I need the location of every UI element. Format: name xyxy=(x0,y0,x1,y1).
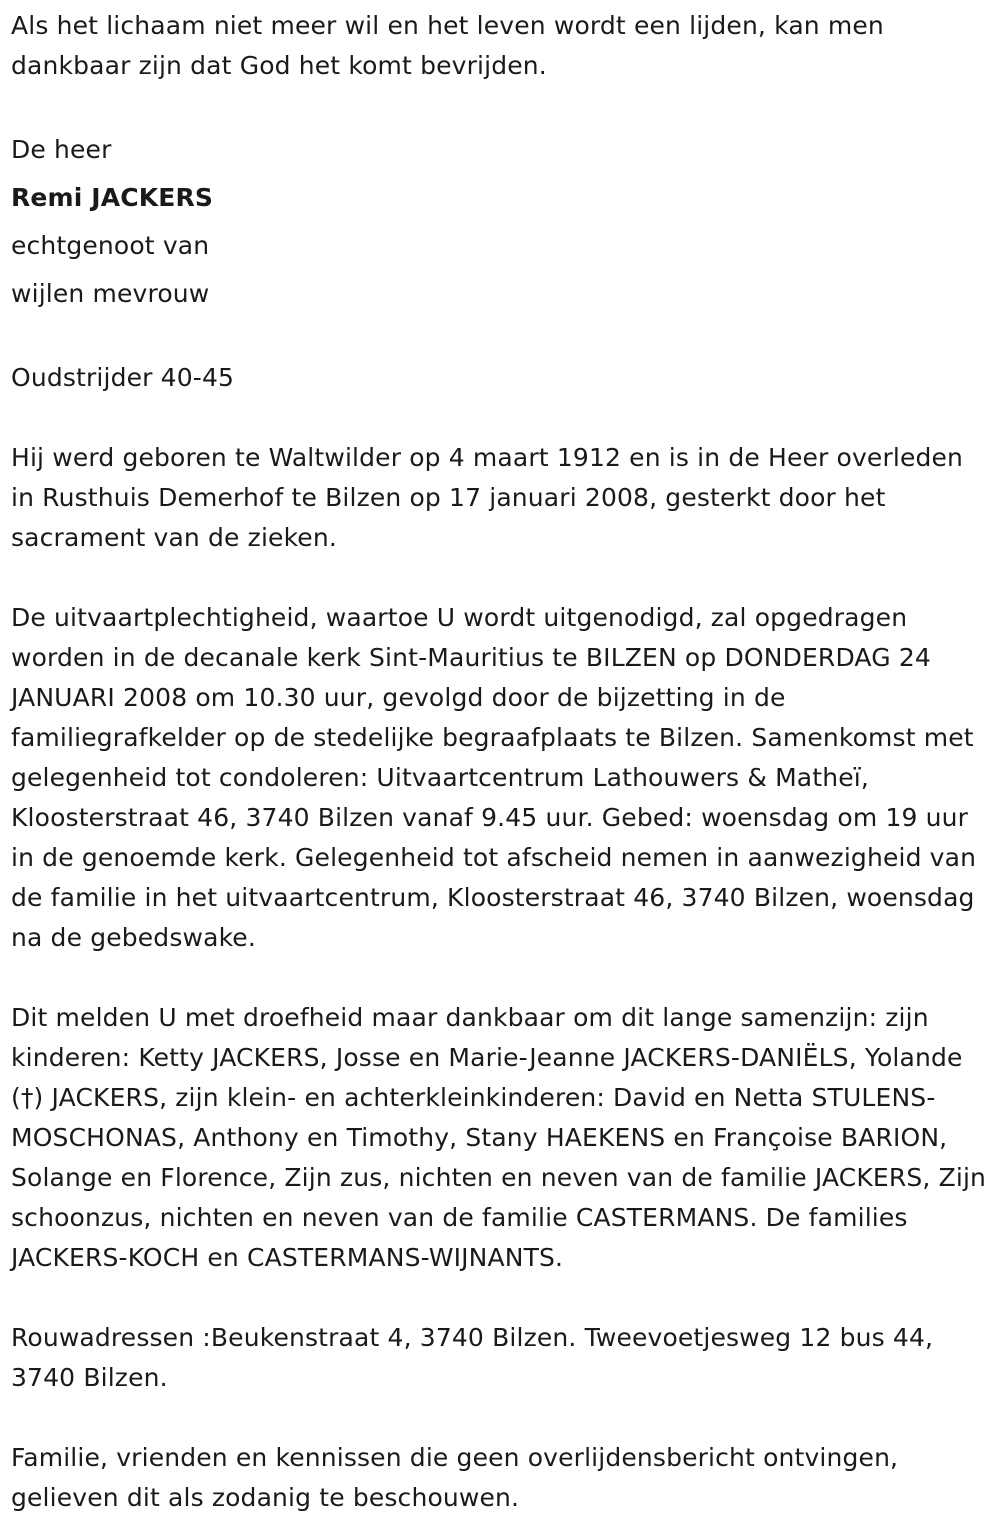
spacer xyxy=(11,398,990,438)
spacer xyxy=(11,86,990,126)
spacer xyxy=(11,958,990,998)
spouse-line-2: wijlen mevrouw xyxy=(11,279,210,308)
spacer xyxy=(11,318,990,358)
spacer xyxy=(11,558,990,598)
salutation: De heer xyxy=(11,135,112,164)
closing-note: Familie, vrienden en kennissen die geen overlijdensbericht ontvingen, gelieven dit als zodanig te beschouwen. xyxy=(11,1443,899,1512)
birth-death-paragraph: Hij werd geboren te Waltwilder op 4 maart 1912 en is in de Heer overleden in Rusthuis Demerhof te Bilzen op 17 januari 2008, gesterkt door het sacrament van de zieken. xyxy=(11,443,964,552)
spacer xyxy=(11,1398,990,1438)
spouse-line-1: echtgenoot van xyxy=(11,231,210,260)
deceased-name: Remi JACKERS xyxy=(11,183,214,212)
intro-verse: Als het lichaam niet meer wil en het leven wordt een lijden, kan men dankbaar zijn dat God het komt bevrijden. xyxy=(11,11,884,80)
title-note: Oudstrijder 40-45 xyxy=(11,363,235,392)
spacer xyxy=(11,1278,990,1318)
condolence-addresses: Rouwadressen :Beukenstraat 4, 3740 Bilzen. Tweevoetjesweg 12 bus 44, 3740 Bilzen. xyxy=(11,1323,934,1392)
funeral-details-paragraph: De uitvaartplechtigheid, waartoe U wordt uitgenodigd, zal opgedragen worden in de decanale kerk Sint-Mauritius te BILZEN op DONDERDAG 24 JANUARI 2008 om 10.30 uur, gevolgd door de bijzetting in de familiegrafkelder op de stedelijke begraafplaats te Bilzen. Samenkomst met gelegenheid tot condoleren: Uitvaartcentrum Lathouwers & Matheï, Kloosterstraat 46, 3740 Bilzen vanaf 9.45 uur. Gebed: woensdag om 19 uur in de genoemde kerk. Gelegenheid tot afscheid nemen in aanwezigheid van de familie in het uitvaartcentrum, Kloosterstraat 46, 3740 Bilzen, woensdag na de gebedswake. xyxy=(11,603,977,952)
family-announcement-paragraph: Dit melden U met droefheid maar dankbaar om dit lange samenzijn: zijn kinderen: Ketty JACKERS, Josse en Marie-Jeanne JACKERS-DANIËLS, Yolande (†) JACKERS, zijn klein- en achterkleinkinderen: David en Netta STULENS-MOSCHONAS, Anthony en Timothy, Stany HAEKENS en Françoise BARION, Solange en Florence, Zijn zus, nichten en neven van de familie JACKERS, Zijn schoonzus, nichten en neven van de familie CASTERMANS. De families JACKERS-KOCH en CASTERMANS-WIJNANTS. xyxy=(11,1003,987,1272)
